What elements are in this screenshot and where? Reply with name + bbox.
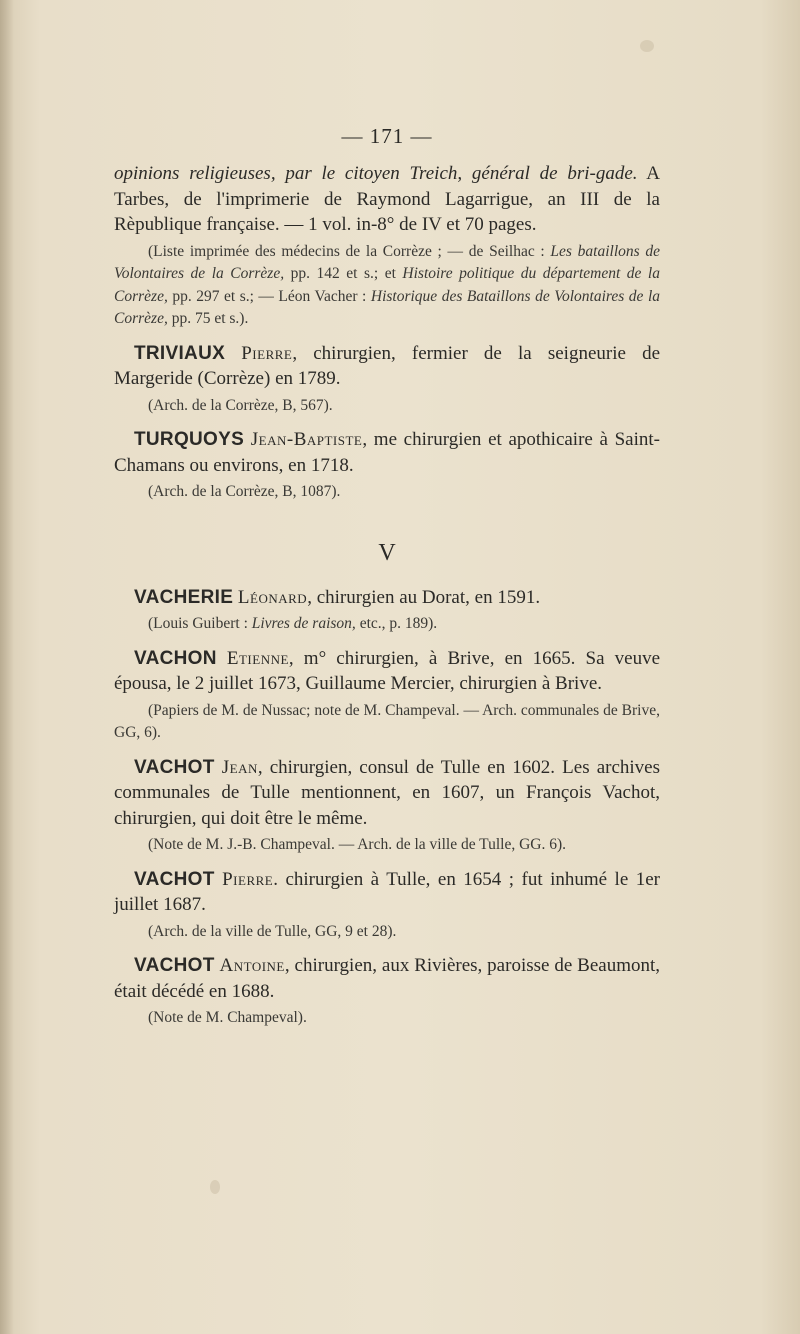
note-title: Historique des Bataillons de Volontaires de la Corrèze, [114,287,660,327]
entry-surname: VACHOT [134,955,215,976]
entry-body: , me chirurgien et apothicaire à Saint-Chamans ou environs, en 1718. [114,429,661,476]
entry [114,646,660,745]
entry-surname: VACHON [134,647,217,669]
entry-surname: VACHOT [134,868,215,890]
entry-text [114,646,660,697]
entry-firstname: Pierre [241,342,293,364]
page-number: — 171 — [341,124,433,148]
entry-note [114,613,660,636]
entry-firstname: Jean-Baptiste [250,429,363,450]
entry-surname: TURQUOYS [134,429,245,450]
entry-firstname: Léonard [237,586,308,608]
entry-note: (Papiers de M. de Nussac; note de M. Champeval. — Arch. communales de Brive, GG, 6). [114,701,660,741]
entry-surname: VACHERIE [134,586,234,608]
entry-surname: TRIVIAUX [134,342,226,364]
entry-surname: VACHOT [134,756,215,778]
note-text: etc., p. 189). [355,615,438,632]
entry-body: , chirurgien, consul de Tulle en 1602. Les archives communales de Tulle mentionnent, en 1607, un François Vachot, chirurgien, qui doit être le même. [114,756,660,829]
entry [114,427,660,504]
entry-body: , chirurgien, aux Rivières, paroisse de Beaumont, était décédé en 1688. [114,955,660,1002]
entry-text [114,427,660,478]
entry-body: , chirurgien, fermier de la seigneurie de Margeride (Corrèze) en 1789. [114,342,661,389]
entry-note: (Note de M. Champeval). [148,1009,307,1026]
note-text: (Louis Guibert : [148,615,252,632]
entry-firstname: Pierre [222,868,274,890]
intro-note [114,241,660,331]
entry-vacherie [114,585,660,636]
page-binding-shadow [0,0,14,1334]
intro-paragraph [114,161,660,238]
entry-firstname: Etienne [226,647,289,669]
entry-text [114,953,660,1004]
note-title: Histoire politique du département de la Corrèze, [114,265,660,305]
entry-text [114,341,660,392]
entry-note: (Arch. de la Corrèze, B, 567). [148,396,333,414]
note-text: pp. 75 et s.). [167,310,249,327]
paper-spot [640,40,654,52]
page-content [114,124,660,1030]
entry-body: . chirurgien à Tulle, en 1654 ; fut inhumé le 1er juillet 1687. [114,868,660,915]
entry-firstname: Jean [221,756,258,778]
entry-text [114,755,660,832]
entry-note: (Arch. de la Corrèze, B, 1087). [148,483,341,500]
paper-spot [210,1180,220,1194]
entry-firstname: Antoine [219,955,285,976]
note-title: Les bataillons de Volontaires de la Corrèze, [114,242,660,282]
entry-note: (Note de M. J.-B. Champeval. — Arch. de la ville de Tulle, GG. 6). [148,836,567,853]
note-text: pp. 142 et s.; et [284,265,403,282]
entry-text [114,867,660,918]
entry-text [114,585,660,611]
intro-title-text: opinions religieuses, par le citoyen Treich, général de bri-gade. [114,163,638,184]
entry [114,755,660,857]
note-text: pp. 297 et s.; — Léon Vacher : [167,287,371,305]
entry [114,867,660,944]
entry-body: , m° chirurgien, à Brive, en 1665. Sa veuve épousa, le 2 juillet 1673, Guillaume Mercier, chirurgien à Brive. [114,647,661,694]
intro-text: A Tarbes, de l'imprimerie de Raymond Lagarrigue, an III de la Rèpublique française. — 1 vol. in-8° de IV et 70 pages. [114,163,660,235]
section-letter: V [378,539,396,566]
entry-body: , chirurgien au Dorat, en 1591. [307,586,541,608]
note-text: (Liste imprimée des médecins de la Corrèze ; — de Seilhac : [148,242,545,260]
entry-note: (Arch. de la ville de Tulle, GG, 9 et 28). [148,922,397,940]
entry [114,953,660,1030]
entry [114,341,660,418]
note-title: Livres de raison, [251,615,356,632]
